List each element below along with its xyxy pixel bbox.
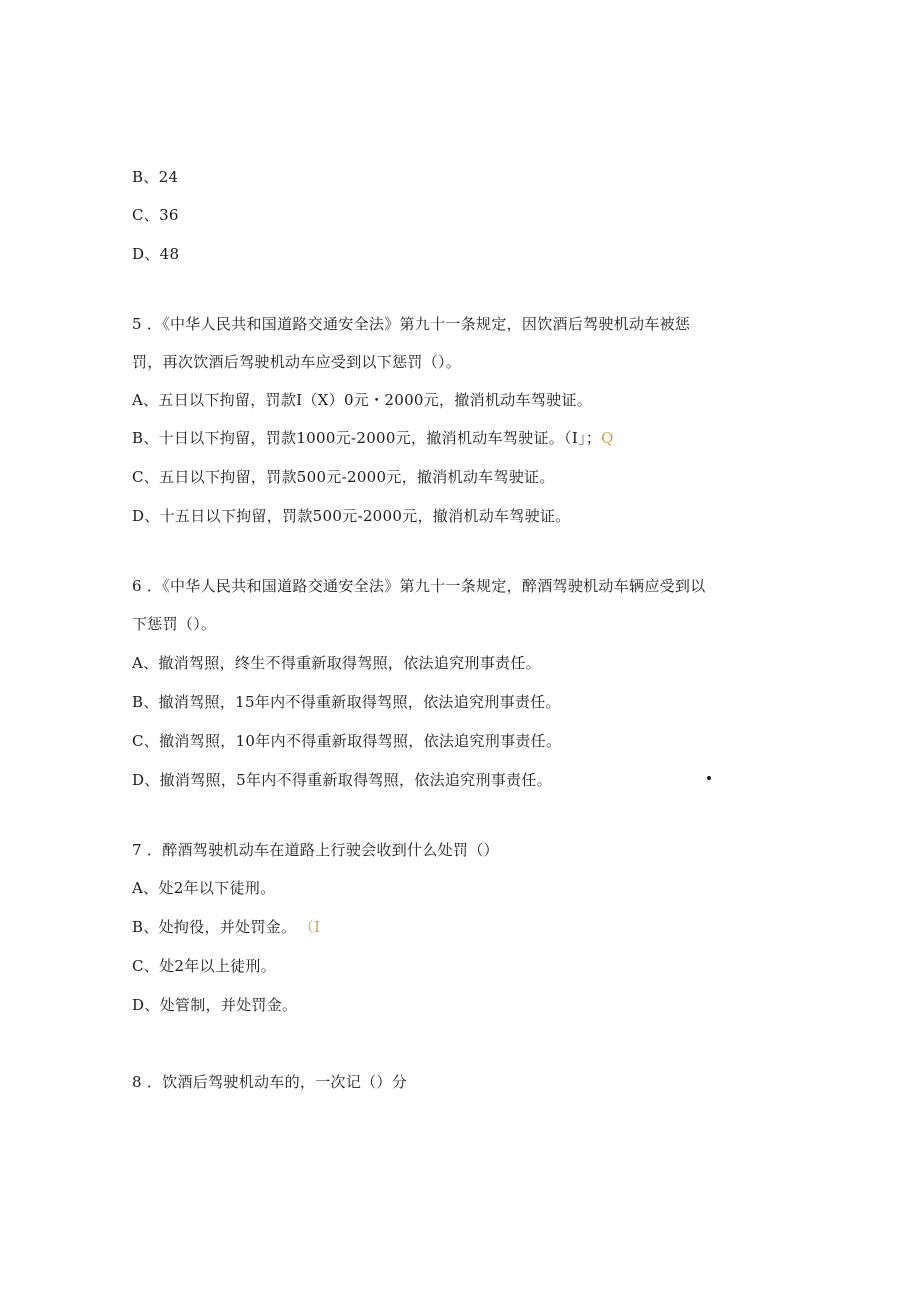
q8-stem: 8 ．饮酒后驾驶机动车的，一次记（）分: [132, 1073, 408, 1091]
q7-option-b-mark: （I: [306, 918, 321, 936]
q5-option-b-text: B、十日以下拘留，罚款1000元-2000元，撤消机动车驾驶证。（I」；: [132, 429, 602, 447]
q6-stem-line1: 6 ．《中华人民共和国道路交通安全法》第九十一条规定，醉酒驾驶机动车辆应受到以: [132, 577, 706, 595]
q6-stem-line2: 下惩罚（）。: [132, 615, 217, 633]
q5-stem-line2: 罚，再次饮酒后驾驶机动车应受到以下惩罚（）。: [132, 353, 462, 371]
q5-option-a: A、五日以下拘留，罚款I（X）0元・2000元，撤消机动车驾驶证。: [132, 391, 593, 409]
q6-option-c: C、撤消驾照，10年内不得重新取得驾照，依法追究刑事责任。: [132, 732, 562, 750]
q7-option-d: D、处管制，并处罚金。: [132, 996, 298, 1014]
q6-option-b: B、撤消驾照，15年内不得重新取得驾照，依法追究刑事责任。: [132, 693, 561, 711]
q7-option-b-text: B、处拘役，并处罚金。: [132, 918, 297, 936]
q5-option-d: D、十五日以下拘留，罚款500元-2000元，撤消机动车驾驶证。: [132, 507, 571, 525]
q7-stem: 7 ．醉酒驾驶机动车在道路上行驶会收到什么处罚（）: [132, 841, 499, 859]
prev-option-c: C、36: [132, 206, 179, 224]
stray-dot-mark: [707, 776, 711, 780]
prev-option-d: D、48: [132, 245, 180, 263]
prev-option-b: B、24: [132, 168, 179, 186]
q5-stem-line1: 5 ．《中华人民共和国道路交通安全法》第九十一条规定，因饮酒后驾驶机动车被惩: [132, 315, 691, 333]
q5-option-c: C、五日以下拘留，罚款500元-2000元，撤消机动车驾驶证。: [132, 468, 555, 486]
q7-option-c: C、处2年以上徒刑。: [132, 957, 277, 975]
q7-option-a: A、处2年以下徒刑。: [132, 879, 276, 897]
q7-option-b: [132, 917, 320, 937]
q5-option-b: [132, 428, 614, 448]
q6-option-d: D、撤消驾照，5年内不得重新取得驾照，依法追究刑事责任。: [132, 771, 552, 789]
q5-option-b-mark: Q: [601, 429, 614, 447]
q6-option-a: A、撤消驾照，终生不得重新取得驾照，依法追究刑事责任。: [132, 654, 541, 672]
